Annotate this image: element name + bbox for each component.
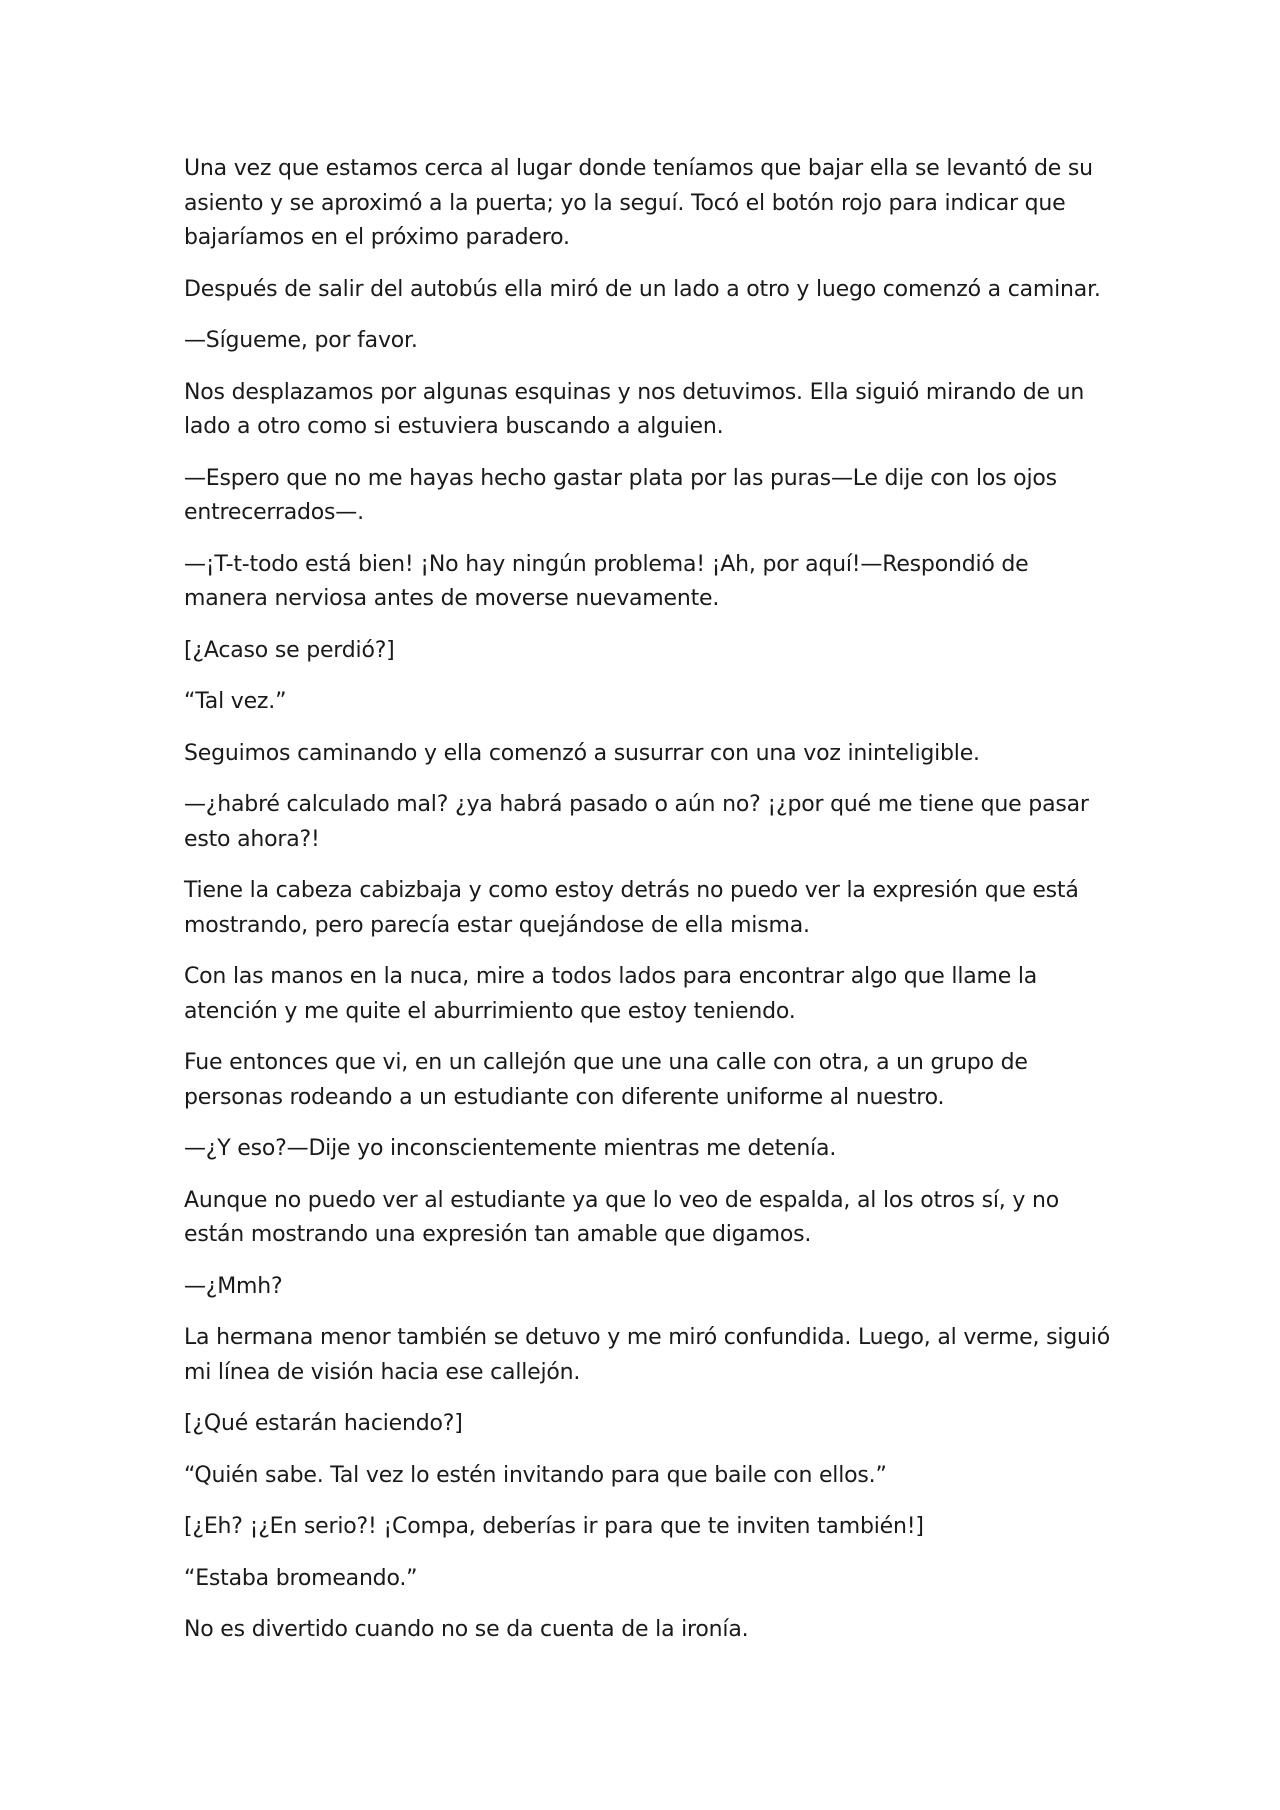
paragraph-20: [¿Eh? ¡¿En serio?! ¡Compa, deberías ir para que te inviten también!]	[184, 1514, 924, 1539]
paragraph-11: Tiene la cabeza cabizbaja y como estoy detrás no puedo ver la expresión que está mostrando, pero parecía estar quejándose de ella misma.	[184, 878, 1079, 938]
paragraph-5: —Espero que no me hayas hecho gastar plata por las puras—Le dije con los ojos entrecerrados—.	[184, 465, 1057, 525]
paragraph-13: Fue entonces que vi, en un callejón que une una calle con otra, a un grupo de personas rodeando a un estudiante con diferente uniforme al nuestro.	[184, 1050, 1028, 1110]
paragraph-15: Aunque no puedo ver al estudiante ya que lo veo de espalda, al los otros sí, y no están mostrando una expresión tan amable que digamos.	[184, 1187, 1059, 1247]
paragraph-18: [¿Qué estarán haciendo?]	[184, 1411, 463, 1436]
paragraph-21: “Estaba bromeando.”	[184, 1565, 418, 1591]
paragraph-17: La hermana menor también se detuvo y me miró confundida. Luego, al verme, siguió mi línea de visión hacia ese callejón.	[184, 1325, 1110, 1385]
paragraph-19: “Quién sabe. Tal vez lo estén invitando para que baile con ellos.”	[184, 1462, 887, 1488]
paragraph-14: —¿Y eso?—Dije yo inconscientemente mientras me detenía.	[184, 1136, 837, 1161]
paragraph-9: Seguimos caminando y ella comenzó a susurrar con una voz ininteligible.	[184, 740, 980, 766]
paragraph-3: —Sígueme, por favor.	[184, 328, 418, 353]
paragraph-16: —¿Mmh?	[184, 1273, 283, 1299]
paragraph-2: Después de salir del autobús ella miró de un lado a otro y luego comenzó a caminar.	[184, 276, 1101, 302]
paragraph-1: Una vez que estamos cerca al lugar donde teníamos que bajar ella se levantó de su asiento y se aproximó a la puerta; yo la seguí. Tocó el botón rojo para indicar que bajaríamos en el próximo paradero.	[184, 156, 1093, 250]
paragraph-22: No es divertido cuando no se da cuenta de la ironía.	[184, 1617, 749, 1642]
paragraph-8: “Tal vez.”	[184, 689, 287, 714]
paragraph-10: —¿habré calculado mal? ¿ya habrá pasado o aún no? ¡¿por qué me tiene que pasar esto ahora?!	[184, 792, 1089, 852]
paragraph-7: [¿Acaso se perdió?]	[184, 637, 395, 663]
paragraph-6: —¡T-t-todo está bien! ¡No hay ningún problema! ¡Ah, por aquí!—Respondió de manera nerviosa antes de moverse nuevamente.	[184, 551, 1029, 611]
document-body	[184, 152, 1114, 1665]
paragraph-4: Nos desplazamos por algunas esquinas y nos detuvimos. Ella siguió mirando de un lado a otro como si estuviera buscando a alguien.	[184, 379, 1085, 439]
paragraph-12: Con las manos en la nuca, mire a todos lados para encontrar algo que llame la atención y me quite el aburrimiento que estoy teniendo.	[184, 964, 1038, 1024]
